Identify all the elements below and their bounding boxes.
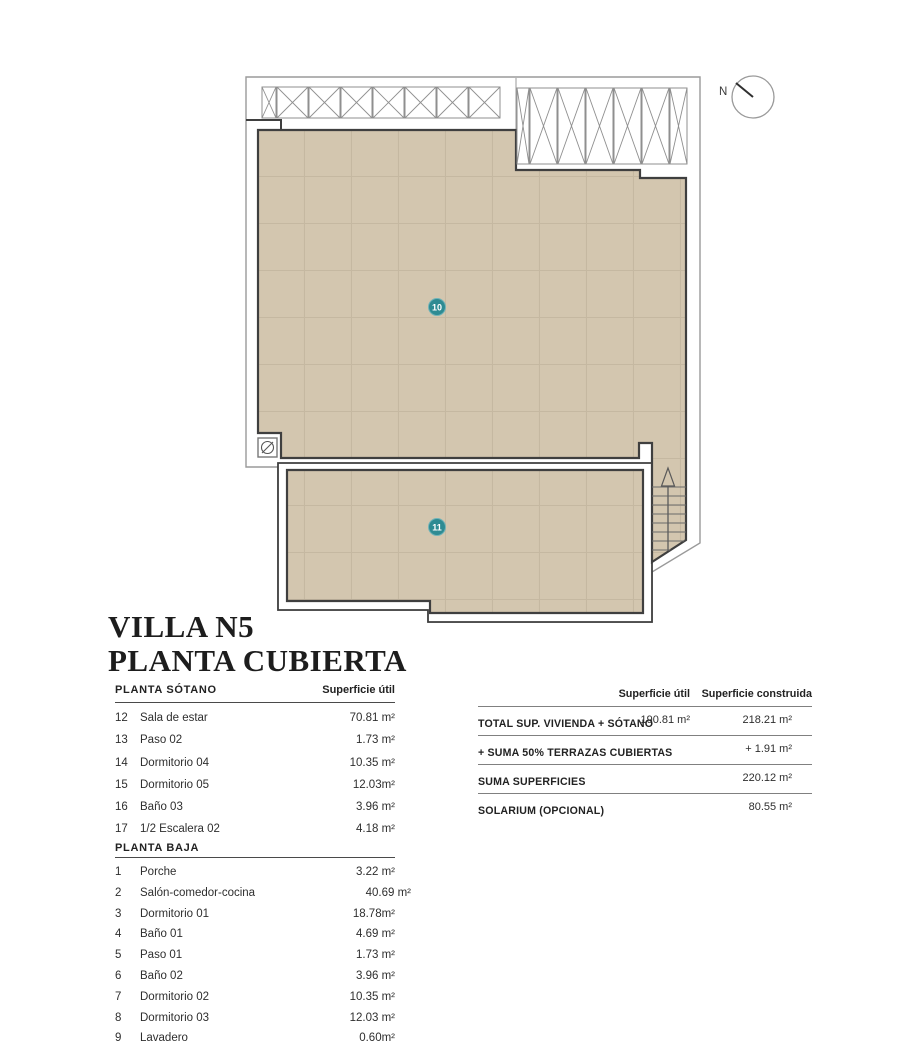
table-row: 8 Dormitorio 03 12.03 m² — [115, 1011, 395, 1024]
summary-row: + SUMA 50% TERRAZAS CUBIERTAS + 1.91 m² — [478, 736, 812, 765]
table-row: 12 Sala de estar 70.81 m² — [115, 712, 395, 725]
title-line-1: VILLA N5 — [108, 609, 255, 644]
table-section-header — [115, 684, 395, 703]
north-compass — [719, 76, 774, 118]
summary-row: TOTAL SUP. VIVIENDA + SÓTANO 190.81 m² 218.21 m² — [478, 707, 812, 736]
table-row: 2 Salón-comedor-cocina 40.69 m² — [115, 886, 411, 899]
table-row: 15 Dormitorio 05 12.03m² — [115, 778, 395, 791]
table-row: 9 Lavadero 0.60m² — [115, 1032, 395, 1045]
table-row: 14 Dormitorio 04 10.35 m² — [115, 756, 395, 769]
table-row: 16 Baño 03 3.96 m² — [115, 800, 395, 813]
table-row: 5 Paso 01 1.73 m² — [115, 949, 395, 962]
skylight-icon — [258, 438, 277, 457]
table-row: 1 Porche 3.22 m² — [115, 865, 395, 878]
table-row: 4 Baño 01 4.69 m² — [115, 928, 395, 941]
page-title — [108, 610, 407, 678]
column-header-util: Superficie útil — [618, 688, 690, 700]
table-row: 17 1/2 Escalera 02 4.18 m² — [115, 823, 395, 836]
summary-table — [478, 686, 812, 822]
summary-row: SUMA SUPERFICIES 220.12 m² — [478, 765, 812, 794]
north-label: N — [719, 86, 728, 98]
table-row: 13 Paso 02 1.73 m² — [115, 734, 395, 747]
column-header-construida: Superficie construida — [701, 688, 812, 700]
marker-11 — [429, 519, 446, 536]
summary-row: SOLARIUM (OPCIONAL) 80.55 m² — [478, 801, 792, 817]
title-line-2: PLANTA CUBIERTA — [108, 643, 407, 678]
table-row: 7 Dormitorio 02 10.35 m² — [115, 990, 395, 1003]
marker-11-label: 11 — [432, 522, 442, 533]
marker-10-label: 10 — [431, 302, 443, 313]
roof-terrace-lower — [287, 470, 643, 613]
table-row: 6 Baño 02 3.96 m² — [115, 969, 395, 982]
table-section-header — [115, 842, 395, 858]
table-row: 3 Dormitorio 01 18.78m² — [115, 907, 395, 920]
area-table — [115, 684, 411, 1045]
section-heading: PLANTA BAJA — [115, 842, 200, 855]
summary-table-header — [478, 686, 812, 707]
marker-10 — [429, 299, 446, 316]
column-header: Superficie útil — [322, 684, 395, 696]
section-heading: PLANTA SÓTANO — [115, 684, 217, 696]
